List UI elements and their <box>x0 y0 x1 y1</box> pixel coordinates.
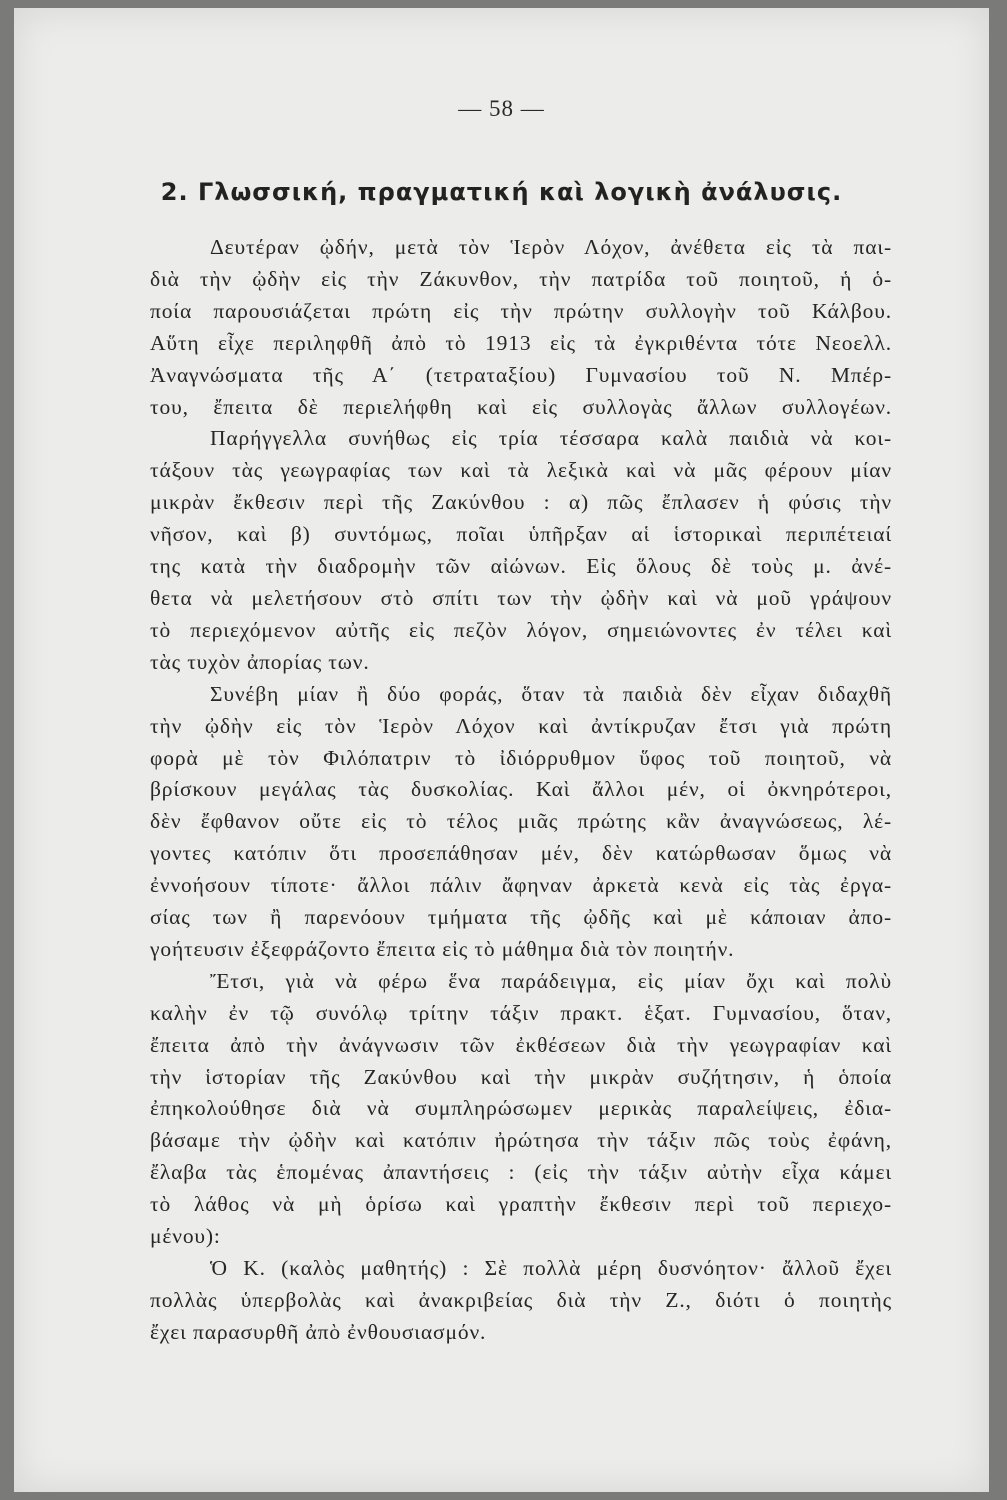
text-line: ἐπηκολούθησε διὰ νὰ συμπληρώσωμεν μερικὰς παραλείψεις, ἐδια- <box>150 1096 892 1121</box>
text-line: φορὰ μὲ τὸν Φιλόπατριν τὸ ἰδιόρρυθμον ὕφος τοῦ ποιητοῦ, νὰ <box>150 745 892 770</box>
text-line: Συνέβη μίαν ἢ δύο φοράς, ὅταν τὰ παιδιὰ δὲν εἶχαν διδαχθῆ <box>210 681 892 706</box>
section-heading: 2. Γλωσσική, πραγματική καὶ λογικὴ ἀνάλυσις. <box>160 178 843 206</box>
text-line: τὸ περιεχόμενον αὐτῆς εἰς πεζὸν λόγον, σημειώνοντες ἐν τέλει καὶ <box>150 617 892 642</box>
text-line: καλὴν ἐν τῷ συνόλῳ τρίτην τάξιν πρακτ. ἑξατ. Γυμνασίου, ὅταν, <box>150 1000 892 1025</box>
page-number: — 58 — <box>458 96 545 121</box>
text-line: Ἔτσι, γιὰ νὰ φέρω ἕνα παράδειγμα, εἰς μίαν ὄχι καὶ πολὺ <box>210 968 892 993</box>
text-line: ἔλαβα τὰς ἑπομένας ἀπαντήσεις : (εἰς τὴν τάξιν αὐτὴν εἶχα κάμει <box>150 1160 892 1185</box>
book-page <box>14 8 989 1492</box>
text-line: δὲν ἔφθανον οὔτε εἰς τὸ τέλος μιᾶς πρώτης κἂν ἀναγνώσεως, λέ- <box>150 809 892 834</box>
text-line: διὰ τὴν ᾠδὴν εἰς τὴν Ζάκυνθον, τὴν πατρίδα τοῦ ποιητοῦ, ἡ ὁ- <box>150 266 892 291</box>
text-line: ἔπειτα ἀπὸ τὴν ἀνάγνωσιν τῶν ἐκθέσεων διὰ τὴν γεωγραφίαν καὶ <box>150 1032 892 1057</box>
text-line: του, ἔπειτα δὲ περιελήφθη καὶ εἰς συλλογὰς ἄλλων συλλογέων. <box>150 394 892 419</box>
text-line: τὴν ᾠδὴν εἰς τὸν Ἱερὸν Λόχον καὶ ἀντίκρυζαν ἔτσι γιὰ πρώτη <box>150 713 892 738</box>
text-line: νῆσον, καὶ β) συντόμως, ποῖαι ὑπῆρξαν αἱ ἱστορικαὶ περιπέτειαί <box>150 522 892 547</box>
text-line: σίας των ἢ παρενόουν τμήματα τῆς ᾠδῆς καὶ μὲ κάποιαν ἀπο- <box>150 905 892 930</box>
text-line: τὸ λάθος νὰ μὴ ὁρίσω καὶ γραπτὴν ἔκθεσιν περὶ τοῦ περιεχο- <box>150 1192 892 1217</box>
text-line: βρίσκουν μεγάλας τὰς δυσκολίας. Καὶ ἄλλοι μέν, οἱ ὀκνηρότεροι, <box>150 777 892 802</box>
text-line: Δευτέραν ᾠδήν, μετὰ τὸν Ἱερὸν Λόχον, ἀνέθετα εἰς τὰ παι- <box>210 235 892 259</box>
text-line: Ὁ Κ. (καλὸς μαθητής) : Σὲ πολλὰ μέρη δυσνόητον· ἄλλοῦ ἔχει <box>210 1256 892 1280</box>
text-line: ποία παρουσιάζεται πρώτη εἰς τὴν πρώτην συλλογὴν τοῦ Κάλβου. <box>150 298 892 323</box>
text-line: ἐννοήσουν τίποτε· ἄλλοι πάλιν ἄφηναν ἀρκετὰ κενὰ εἰς τὰς ἐργα- <box>150 873 892 898</box>
text-line: θετα νὰ μελετήσουν στὸ σπίτι των τὴν ᾠδὴν καὶ νὰ μοῦ γράψουν <box>150 585 892 610</box>
text-line: τὰς τυχὸν ἀπορίας των. <box>150 649 370 674</box>
text-line: γοντες κατόπιν ὅτι προσεπάθησαν μέν, δὲν κατώρθωσαν ὅμως νὰ <box>150 841 892 866</box>
body-text <box>150 232 892 1349</box>
text-line: Παρήγγελλα συνήθως εἰς τρία τέσσαρα καλὰ παιδιὰ νὰ κοι- <box>210 426 892 451</box>
text-line: Ἀναγνώσματα τῆς Α΄ (τετραταξίου) Γυμνασίου τοῦ Ν. Μπέρ- <box>150 362 892 387</box>
text-line: πολλὰς ὑπερβολὰς καὶ ἀνακριβείας διὰ τὴν Ζ., διότι ὁ ποιητὴς <box>150 1287 892 1312</box>
text-line: τὴν ἱστορίαν τῆς Ζακύνθου καὶ τὴν μικρὰν συζήτησιν, ἡ ὁποία <box>150 1064 892 1089</box>
text-line: ἔχει παρασυρθῆ ἀπὸ ἐνθουσιασμόν. <box>150 1319 487 1344</box>
text-line: μένου): <box>150 1224 221 1249</box>
text-line: γοήτευσιν ἐξεφράζοντο ἔπειτα εἰς τὸ μάθημα διὰ τὸν ποιητήν. <box>150 936 735 961</box>
text-line: της κατὰ τὴν διαδρομὴν τῶν αἰώνων. Εἰς ὅλους δὲ τοὺς μ. ἀνέ- <box>150 554 892 579</box>
text-line: τάξουν τὰς γεωγραφίας των καὶ τὰ λεξικὰ καὶ νὰ μᾶς φέρουν μίαν <box>150 458 892 483</box>
text-line: Αὕτη εἶχε περιληφθῆ ἀπὸ τὸ 1913 εἰς τὰ ἐγκριθέντα τότε Νεοελλ. <box>150 330 892 355</box>
text-line: βάσαμε τὴν ᾠδὴν καὶ κατόπιν ἠρώτησα τὴν τάξιν πῶς τοὺς ἐφάνη, <box>150 1128 892 1153</box>
text-line: μικρὰν ἔκθεσιν περὶ τῆς Ζακύνθου : α) πῶς ἔπλασεν ἡ φύσις τὴν <box>150 490 892 515</box>
